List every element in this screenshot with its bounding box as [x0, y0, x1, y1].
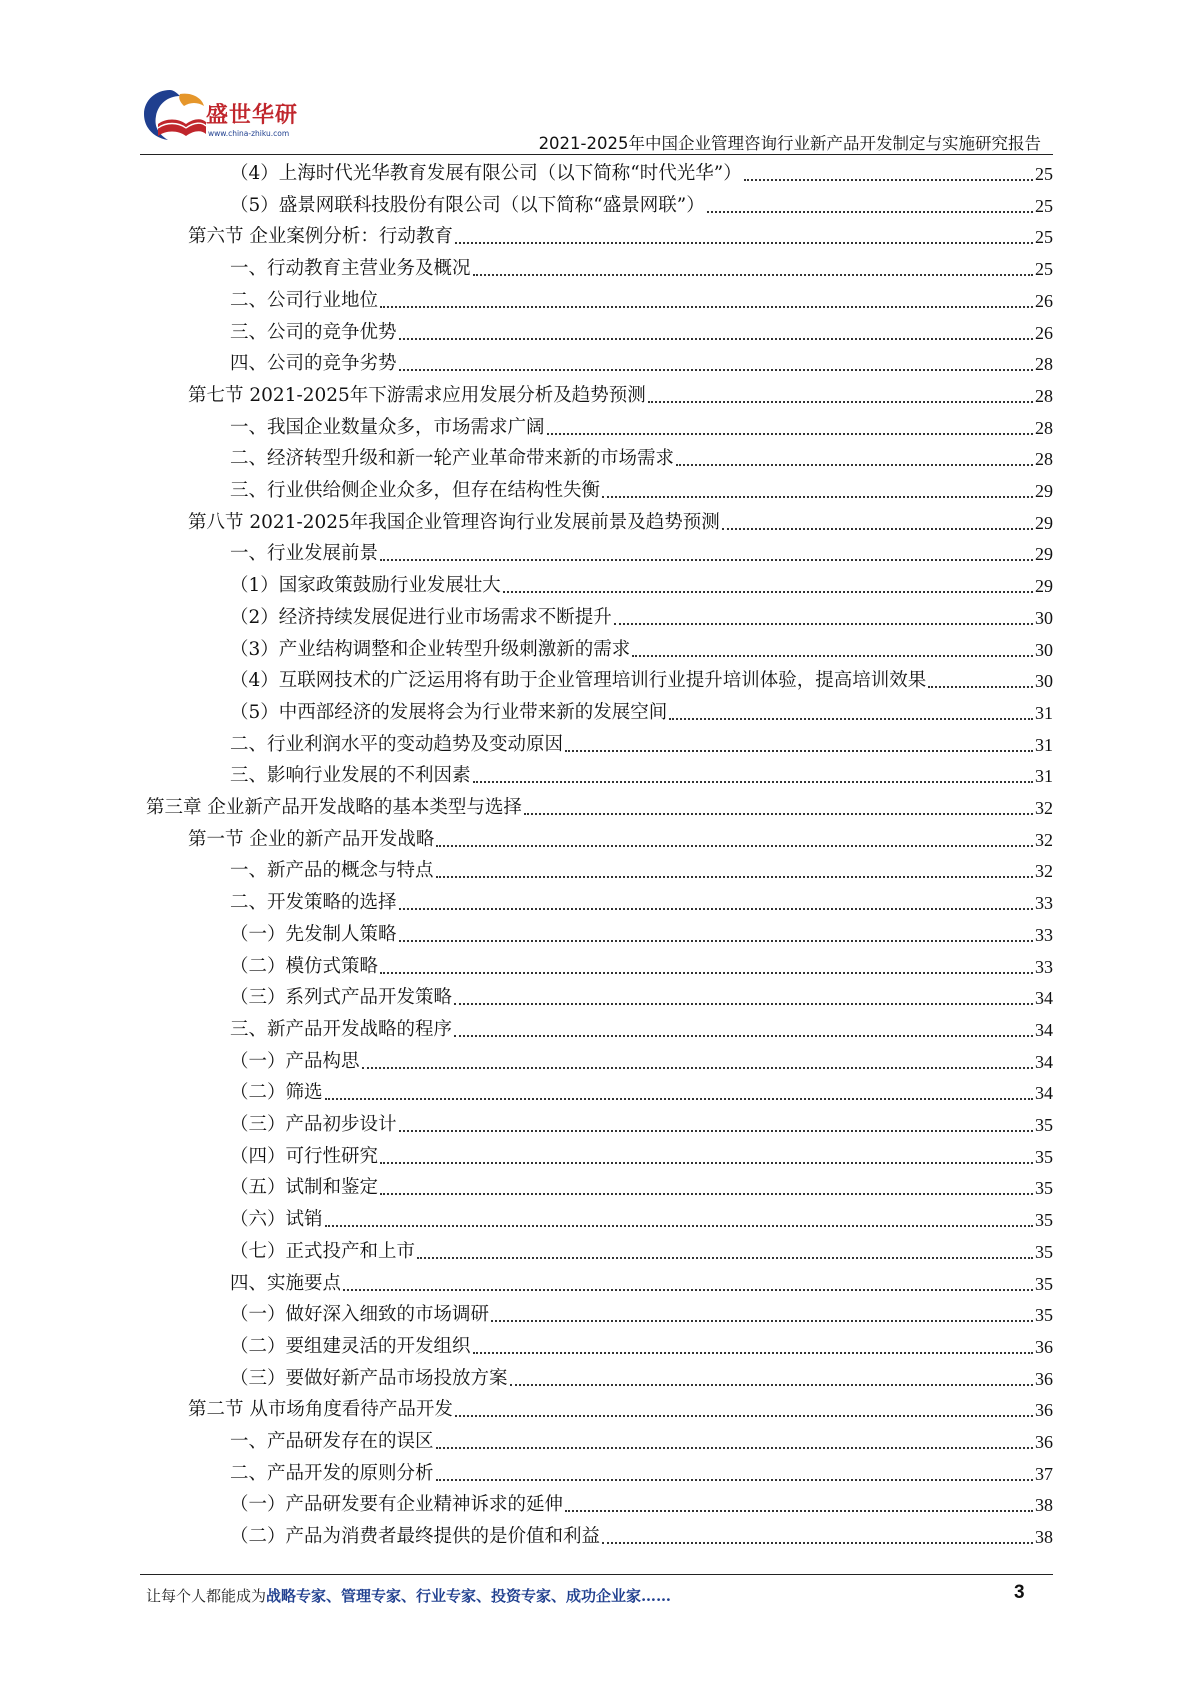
toc-entry-page: 31	[1035, 734, 1053, 755]
toc-entry[interactable]	[230, 320, 1053, 346]
toc-entry-page: 35	[1035, 1305, 1053, 1326]
toc-entry[interactable]	[230, 351, 1053, 377]
toc-entry-page: 35	[1035, 1241, 1053, 1262]
toc-entry[interactable]	[230, 700, 1053, 726]
toc-entry[interactable]	[230, 732, 1053, 758]
toc-entry-label: 一、新产品的概念与特点	[230, 860, 434, 882]
toc-dot-leader	[722, 528, 1033, 530]
toc-entry[interactable]	[230, 1461, 1053, 1487]
toc-dot-leader	[648, 401, 1033, 403]
toc-entry-label: 三、公司的竞争优势	[230, 321, 397, 343]
toc-entry-label: 二、行业利润水平的变动趋势及变动原因	[230, 733, 564, 755]
toc-entry-page: 31	[1035, 766, 1053, 787]
toc-entry-page: 35	[1035, 1146, 1053, 1167]
toc-entry-label: （三）系列式产品开发策略	[230, 987, 453, 1009]
toc-entry-label: （5）盛景网联科技股份有限公司（以下简称“盛景网联”）	[230, 194, 705, 216]
toc-entry-page: 25	[1035, 259, 1053, 280]
toc-entry-label: （一）先发制人策略	[230, 923, 397, 945]
toc-entry-page: 35	[1035, 1273, 1053, 1294]
toc-entry-page: 32	[1035, 861, 1053, 882]
toc-entry-label: （三）要做好新产品市场投放方案	[230, 1367, 508, 1389]
toc-entry-label: 二、开发策略的选择	[230, 892, 397, 914]
toc-dot-leader	[491, 1320, 1033, 1322]
toc-entry-page: 38	[1035, 1495, 1053, 1516]
toc-entry[interactable]	[230, 668, 1053, 694]
toc-entry[interactable]	[188, 383, 1053, 409]
toc-entry-page: 25	[1035, 164, 1053, 184]
toc-entry-page: 35	[1035, 1178, 1053, 1199]
toc-entry-label: （二）模仿式策略	[230, 955, 379, 977]
footer-slogan-prefix: 让每个人都能成为	[146, 1587, 267, 1605]
toc-entry[interactable]	[230, 1239, 1053, 1265]
toc-dot-leader	[380, 972, 1033, 974]
toc-entry[interactable]	[230, 1334, 1053, 1360]
toc-entry[interactable]	[230, 288, 1053, 314]
toc-entry[interactable]	[230, 637, 1053, 663]
toc-entry-label: （六）试销	[230, 1209, 323, 1231]
toc-entry-page: 34	[1035, 988, 1053, 1009]
toc-entry[interactable]	[188, 224, 1053, 250]
toc-dot-leader	[455, 1415, 1033, 1417]
toc-entry-page: 29	[1035, 512, 1053, 533]
toc-entry[interactable]	[230, 1302, 1053, 1328]
toc-entry[interactable]	[230, 1049, 1053, 1075]
toc-dot-leader	[676, 464, 1033, 466]
toc-entry-label: （七）正式投产和上市	[230, 1240, 416, 1262]
toc-entry-label: 第一节 企业的新产品开发战略	[188, 828, 435, 850]
toc-entry[interactable]	[230, 1366, 1053, 1392]
toc-entry-page: 32	[1035, 798, 1053, 818]
toc-entry-label: （3）产业结构调整和企业转型升级刺激新的需求	[230, 638, 631, 660]
toc-entry[interactable]	[230, 858, 1053, 884]
toc-entry[interactable]	[230, 1144, 1053, 1170]
toc-entry[interactable]	[230, 1429, 1053, 1455]
toc-entry-page: 30	[1035, 639, 1053, 660]
toc-entry-page: 35	[1035, 1115, 1053, 1135]
toc-entry-label: 三、行业供给侧企业众多，但存在结构性失衡	[230, 480, 601, 501]
toc-dot-leader	[436, 1479, 1033, 1481]
toc-dot-leader	[399, 908, 1033, 910]
toc-entry-label: （5）中西部经济的发展将会为行业带来新的发展空间	[230, 701, 668, 723]
toc-entry-page: 34	[1035, 1083, 1053, 1104]
toc-entry[interactable]	[230, 1492, 1053, 1518]
toc-dot-leader	[380, 559, 1033, 561]
toc-entry-label: 第六节 企业案例分析：行动教育	[188, 226, 453, 248]
toc-entry-page: 35	[1035, 1210, 1053, 1231]
toc-dot-leader	[380, 306, 1033, 308]
toc-entry-label: （三）产品初步设计	[230, 1114, 397, 1135]
toc-entry-label: （二）产品为消费者最终提供的是价值和利益	[230, 1526, 601, 1548]
toc-dot-leader	[707, 211, 1033, 213]
toc-entry-label: 三、影响行业发展的不利因素	[230, 765, 471, 787]
toc-dot-leader	[510, 1384, 1033, 1386]
toc-dot-leader	[436, 845, 1033, 847]
toc-entry[interactable]	[230, 415, 1053, 441]
company-logo	[140, 84, 310, 150]
toc-entry-page: 36	[1035, 1368, 1053, 1389]
toc-entry-page: 38	[1035, 1527, 1053, 1548]
toc-entry-page: 29	[1035, 544, 1053, 565]
toc-dot-leader	[454, 1035, 1033, 1037]
toc-dot-leader	[399, 338, 1033, 340]
toc-dot-leader	[744, 179, 1033, 181]
toc-entry[interactable]	[230, 161, 1053, 187]
toc-entry-label: 一、我国企业数量众多，市场需求广阔	[230, 416, 545, 438]
toc-dot-leader	[602, 1542, 1033, 1544]
toc-entry[interactable]	[230, 954, 1053, 980]
toc-entry[interactable]	[230, 1524, 1053, 1550]
toc-entry-label: （4）互联网技术的广泛运用将有助于企业管理培训行业提升培训体验，提高培训效果	[230, 670, 927, 692]
toc-dot-leader	[325, 1225, 1033, 1227]
toc-entry-label: 第七节 2021-2025年下游需求应用发展分析及趋势预测	[188, 384, 646, 406]
toc-dot-leader	[547, 433, 1033, 435]
toc-entry-label: 三、新产品开发战略的程序	[230, 1018, 453, 1040]
toc-dot-leader	[325, 1098, 1033, 1100]
toc-entry-label: （四）可行性研究	[230, 1145, 379, 1167]
toc-entry[interactable]	[188, 1397, 1053, 1423]
toc-entry-label: （一）做好深入细致的市场调研	[230, 1304, 490, 1326]
toc-entry-label: （二）筛选	[230, 1082, 323, 1104]
toc-dot-leader	[454, 1003, 1033, 1005]
toc-entry-label: 二、公司行业地位	[230, 289, 379, 311]
toc-entry-page: 25	[1035, 227, 1053, 248]
toc-entry-page: 33	[1035, 956, 1053, 977]
toc-dot-leader	[362, 1067, 1033, 1069]
toc-entry-page: 31	[1035, 702, 1053, 723]
toc-entry[interactable]	[230, 1175, 1053, 1201]
toc-entry[interactable]	[230, 1207, 1053, 1233]
toc-entry[interactable]	[188, 827, 1053, 853]
page-header	[0, 0, 1191, 152]
toc-dot-leader	[436, 876, 1033, 878]
toc-entry-page: 36	[1035, 1432, 1053, 1452]
footer-slogan-highlight: 战略专家、管理专家、行业专家、投资专家、成功企业家……	[266, 1587, 672, 1605]
toc-entry-label: （4）上海时代光华教育发展有限公司（以下简称“时代光华”）	[230, 163, 742, 184]
toc-entry-page: 29	[1035, 481, 1053, 501]
toc-entry-page: 36	[1035, 1400, 1053, 1421]
toc-dot-leader	[399, 369, 1033, 371]
toc-entry-page: 29	[1035, 576, 1053, 597]
toc-dot-leader	[436, 1447, 1033, 1449]
page-number: 3	[1014, 1582, 1025, 1603]
toc-entry-label: 一、行业发展前景	[230, 543, 379, 565]
toc-dot-leader	[928, 686, 1033, 688]
toc-entry-page: 28	[1035, 354, 1053, 375]
toc-entry[interactable]	[230, 763, 1053, 789]
toc-entry-page: 33	[1035, 893, 1053, 914]
toc-entry[interactable]	[230, 478, 1053, 504]
logo-emblem-icon	[140, 84, 210, 150]
toc-entry-page: 26	[1035, 322, 1053, 343]
toc-entry-label: （一）产品研发要有企业精神诉求的延伸	[230, 1494, 564, 1516]
toc-dot-leader	[399, 1130, 1033, 1132]
toc-entry-page: 37	[1035, 1463, 1053, 1484]
toc-dot-leader	[669, 718, 1033, 720]
toc-dot-leader	[399, 940, 1033, 942]
toc-entry-page: 26	[1035, 290, 1053, 311]
toc-entry[interactable]	[230, 1080, 1053, 1106]
toc-entry-page: 28	[1035, 417, 1053, 438]
toc-dot-leader	[473, 781, 1033, 783]
toc-entry[interactable]	[230, 922, 1053, 948]
toc-entry-page: 30	[1035, 671, 1053, 692]
toc-dot-leader	[473, 1352, 1033, 1354]
logo-name: 盛世华研	[206, 103, 299, 128]
footer-slogan	[146, 1585, 671, 1606]
toc-entry-page: 34	[1035, 1051, 1053, 1072]
toc-entry-label: （一）产品构思	[230, 1050, 360, 1072]
toc-dot-leader	[473, 274, 1033, 276]
toc-entry-label: 二、产品开发的原则分析	[230, 1462, 434, 1484]
toc-entry[interactable]	[146, 795, 1053, 821]
toc-dot-leader	[343, 1289, 1033, 1291]
toc-entry-page: 30	[1035, 607, 1053, 628]
toc-entry-page: 25	[1035, 195, 1053, 216]
toc-dot-leader	[380, 1162, 1033, 1164]
toc-entry-page: 34	[1035, 1019, 1053, 1040]
toc-entry-label: 第三章 企业新产品开发战略的基本类型与选择	[146, 797, 522, 818]
footer-divider	[140, 1574, 1053, 1575]
toc-entry-label: 一、行动教育主营业务及概况	[230, 258, 471, 280]
toc-entry-label: 二、经济转型升级和新一轮产业革命带来新的市场需求	[230, 448, 675, 470]
toc-entry-page: 28	[1035, 385, 1053, 406]
toc-entry-label: 四、实施要点	[230, 1272, 342, 1294]
toc-dot-leader	[455, 242, 1033, 244]
toc-dot-leader	[565, 750, 1033, 752]
toc-entry[interactable]	[230, 446, 1053, 472]
toc-dot-leader	[632, 655, 1033, 657]
toc-entry-label: 第二节 从市场角度看待产品开发	[188, 1399, 453, 1421]
toc-dot-leader	[524, 813, 1033, 815]
toc-entry-label: 第八节 2021-2025年我国企业管理咨询行业发展前景及趋势预测	[188, 511, 720, 533]
toc-entry-label: （二）要组建灵活的开发组织	[230, 1335, 471, 1357]
toc-entry-label: （1）国家政策鼓励行业发展壮大	[230, 575, 501, 597]
report-title: 2021-2025年中国企业管理咨询行业新产品开发制定与实施研究报告	[538, 134, 1041, 153]
toc-entry[interactable]	[230, 256, 1053, 282]
toc-entry-label: 四、公司的竞争劣势	[230, 353, 397, 375]
toc-entry[interactable]	[230, 1017, 1053, 1043]
header-divider	[140, 154, 1053, 155]
toc-dot-leader	[380, 1193, 1033, 1195]
toc-entry-page: 33	[1035, 924, 1053, 945]
toc-entry[interactable]	[230, 193, 1053, 219]
toc-entry[interactable]	[188, 510, 1053, 536]
toc-entry[interactable]	[230, 541, 1053, 567]
toc-entry-label: （五）试制和鉴定	[230, 1177, 379, 1199]
toc-entry-label: （2）经济持续发展促进行业市场需求不断提升	[230, 606, 612, 628]
toc-dot-leader	[565, 1510, 1033, 1512]
toc-entry[interactable]	[230, 1271, 1053, 1297]
toc-entry[interactable]	[230, 1112, 1053, 1138]
toc-entry-page: 28	[1035, 449, 1053, 470]
toc-dot-leader	[417, 1257, 1033, 1259]
toc-entry[interactable]	[230, 573, 1053, 599]
toc-dot-leader	[602, 496, 1033, 498]
toc-dot-leader	[614, 623, 1033, 625]
toc-entry[interactable]	[230, 890, 1053, 916]
toc-dot-leader	[503, 591, 1033, 593]
toc-entry[interactable]	[230, 605, 1053, 631]
toc-entry-page: 36	[1035, 1336, 1053, 1357]
toc-entry[interactable]	[230, 985, 1053, 1011]
toc-entry-page: 32	[1035, 829, 1053, 850]
toc-entry-label: 一、产品研发存在的误区	[230, 1431, 434, 1452]
logo-url: www.china-zhiku.com	[208, 129, 290, 138]
